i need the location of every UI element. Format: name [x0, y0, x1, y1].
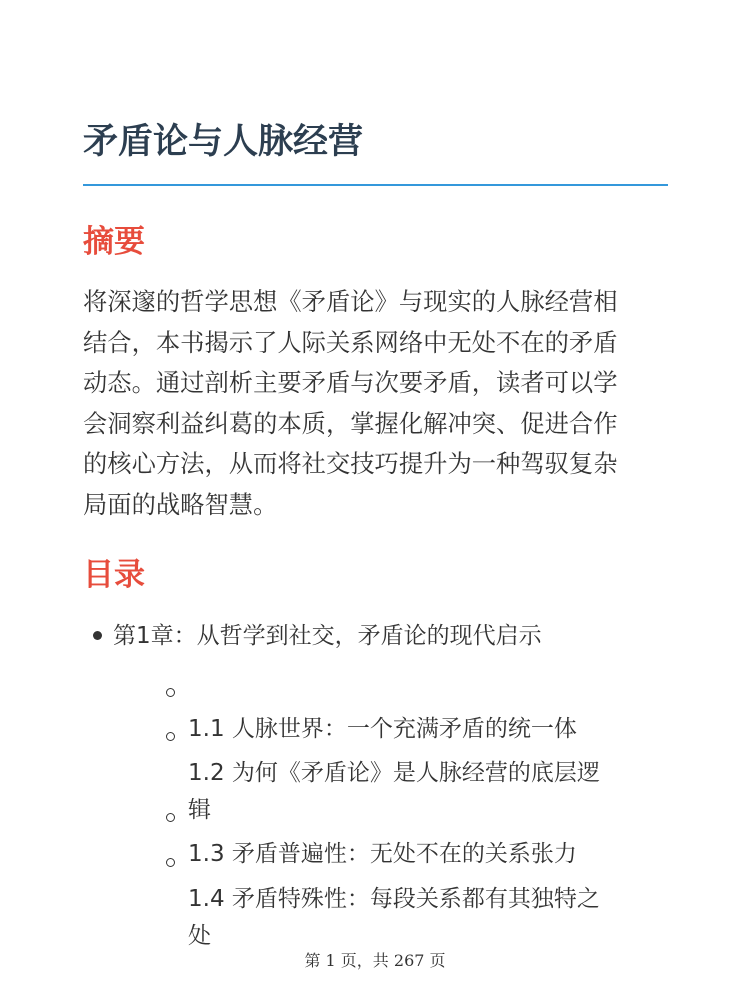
toc-chapter-1	[113, 616, 542, 656]
circle-bullet-icon	[166, 858, 175, 867]
toc-chapter-label: 第1章：从哲学到社交，矛盾论的现代启示	[113, 623, 542, 649]
toc-section-label: 1.1 人脉世界：一个充满矛盾的统一体	[188, 716, 577, 742]
title-divider	[83, 184, 668, 186]
page-footer: 第 1 页，共 267 页	[304, 951, 446, 970]
toc-section-1-4	[188, 844, 658, 955]
circle-bullet-icon	[166, 732, 175, 741]
toc-section-label: 1.3 矛盾普遍性：无处不在的关系张力	[188, 841, 577, 867]
disc-bullet-icon	[93, 631, 102, 640]
toc-section-label: 1.4 矛盾特殊性：每段关系都有其独特之 处	[188, 886, 600, 949]
abstract-text: 将深邃的哲学思想《矛盾论》与现实的人脉经营相 结合，本书揭示了人际关系网络中无处不在的矛盾 动态。通过剖析主要矛盾与次要矛盾，读者可以学 会洞察利益纠葛的本质，掌握化解冲突、促进合作 的核心方法，从而将社交技巧提升为一种驾驭复杂 局面的战略智慧。	[83, 287, 618, 519]
document-title: 矛盾论与人脉经营	[83, 122, 364, 162]
toc-heading: 目录	[83, 557, 145, 593]
toc-section-label: 1.2 为何《矛盾论》是人脉经营的底层逻 辑	[188, 760, 600, 823]
circle-bullet-icon	[166, 813, 175, 822]
circle-bullet-icon	[166, 688, 175, 697]
abstract-heading: 摘要	[83, 224, 145, 260]
